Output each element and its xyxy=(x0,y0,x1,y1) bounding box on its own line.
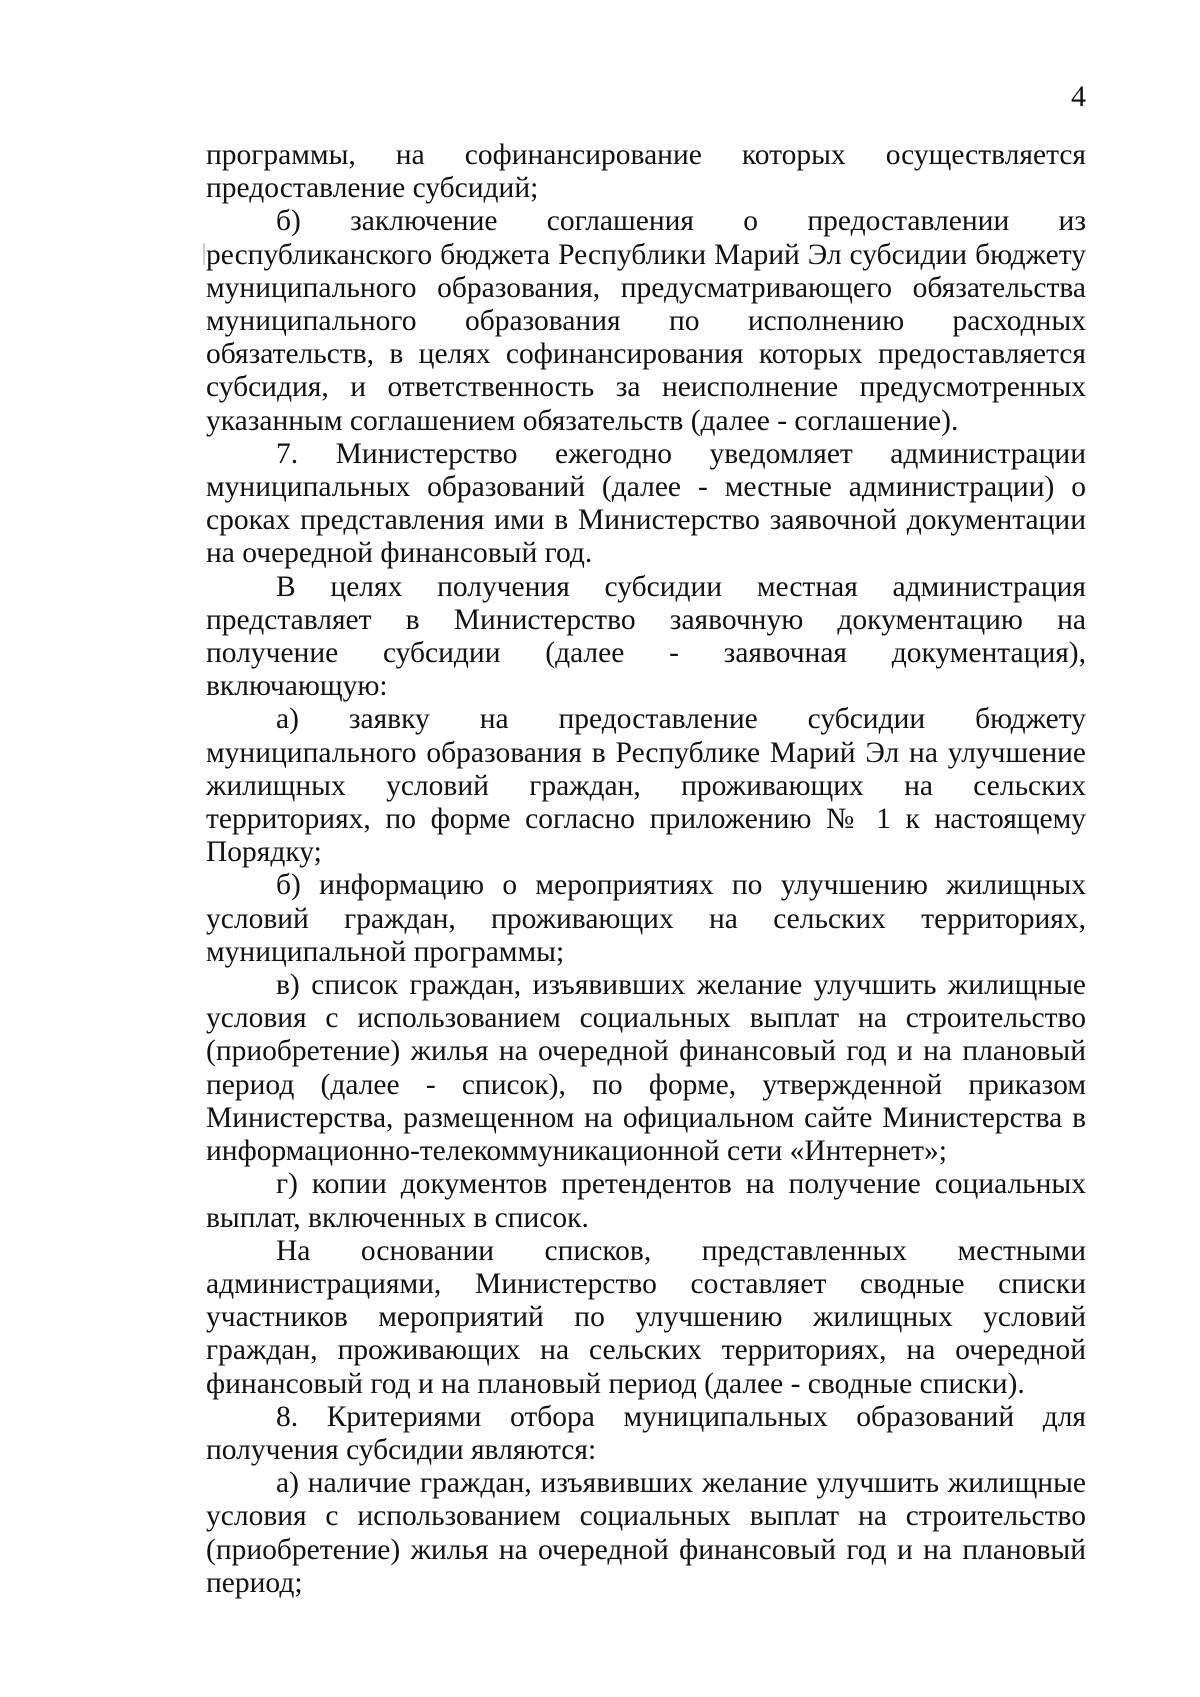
paragraph-item-b-agreement: б) заключение соглашения о предоставлении из республиканского бюджета Республики Марий Эл субсидии бюджету муниципального образования, предусматривающего обязательства муниципального образования по исполнению расходных обязательств, в целях софинансирования которых предоставляется субсидия, и ответственность за неисполнение предусмотренных указанным соглашением обязательств (далее - соглашение). xyxy=(206,205,1086,437)
paragraph-item-v-list: в) список граждан, изъявивших желание улучшить жилищные условия с использованием социальных выплат на строительство (приобретение) жилья на очередной финансовый год и на плановый период (далее - список), по форме, утвержденной приказом Министерства, размещенном на официальном сайте Министерства в информационно-телекоммуникационной сети «Интернет»; xyxy=(206,969,1086,1168)
paragraph-item-a-request: а) заявку на предоставление субсидии бюджету муниципального образования в Республике Марий Эл на улучшение жилищных условий граждан, проживающих на сельских территориях, по форме согласно приложению № 1 к настоящему Порядку; xyxy=(206,703,1086,869)
paragraph-item-g-copies: г) копии документов претендентов на получение социальных выплат, включенных в список. xyxy=(206,1168,1086,1234)
paragraph-7: 7. Министерство ежегодно уведомляет администрации муниципальных образований (далее - местные администрации) о сроках представления ими в Министерство заявочной документации на очередной финансовый год. xyxy=(206,437,1086,570)
paragraph-application-docs: В целях получения субсидии местная администрация представляет в Министерство заявочную документацию на получение субсидии (далее - заявочная документация), включающую: xyxy=(206,570,1086,703)
scan-artifact-mark xyxy=(203,243,205,265)
page-number: 4 xyxy=(1071,80,1086,113)
document-body xyxy=(206,139,1086,1600)
paragraph-consolidated-lists: На основании списков, представленных местными администрациями, Министерство составляет сводные списки участников мероприятий по улучшению жилищных условий граждан, проживающих на сельских территориях, на очередной финансовый год и на плановый период (далее - сводные списки). xyxy=(206,1234,1086,1400)
paragraph-item-a-citizens: а) наличие граждан, изъявивших желание улучшить жилищные условия с использованием социальных выплат на строительство (приобретение) жилья на очередной финансовый год и на плановый период; xyxy=(206,1467,1086,1599)
paragraph-8-criteria: 8. Критериями отбора муниципальных образований для получения субсидии являются: xyxy=(206,1400,1086,1466)
paragraph-continuation: программы, на софинансирование которых осуществляется предоставление субсидий; xyxy=(206,139,1086,205)
paragraph-item-b-information: б) информацию о мероприятиях по улучшению жилищных условий граждан, проживающих на сельских территориях, муниципальной программы; xyxy=(206,869,1086,968)
